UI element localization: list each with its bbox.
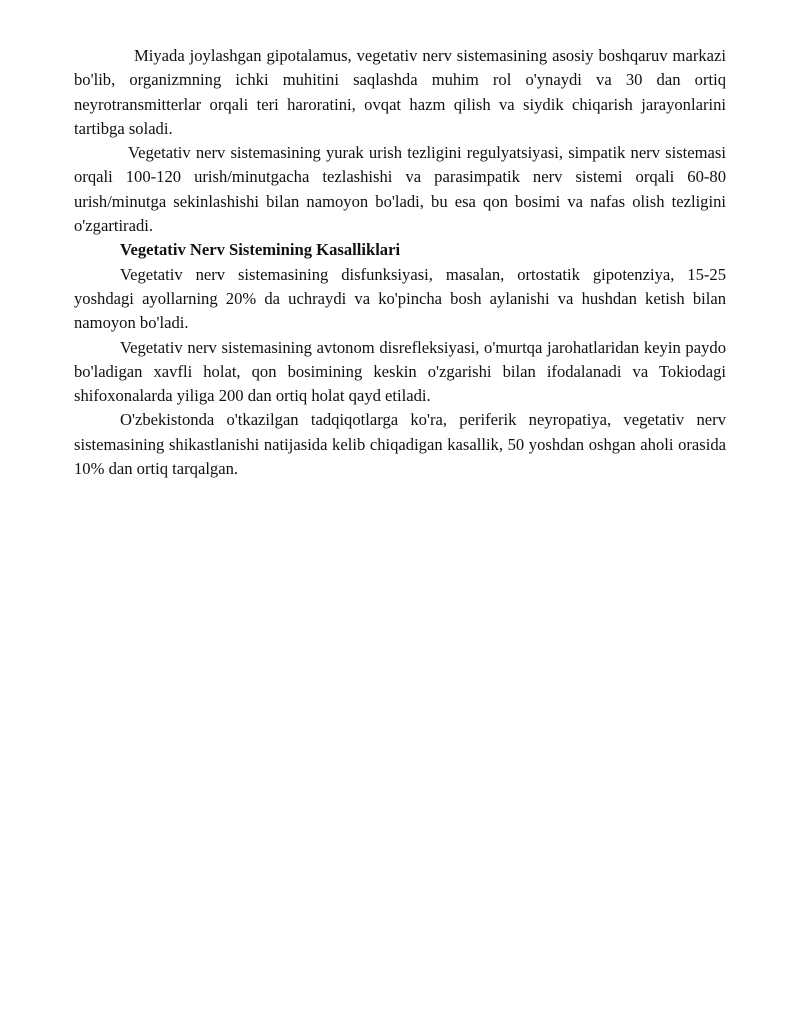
paragraph-heart-rate: Vegetativ nerv sistemasining yurak urish tezligini regulyatsiyasi, simpatik nerv sistemasi orqali 100-120 urish/minutgacha tezlashishi va parasimpatik nerv sistemi orqali 60-80 urish/minutga sekinlashishi bilan namoyon bo'ladi, bu esa qon bosimi va nafas olish tezligini o'zgartiradi. bbox=[74, 143, 726, 236]
section-heading: Vegetativ Nerv Sistemining Kasalliklari bbox=[120, 240, 401, 260]
paragraph-dysfunction: Vegetativ nerv sistemasining disfunksiyasi, masalan, ortostatik gipotenziya, 15-25 yoshdagi ayollarning 20% da uchraydi va ko'pincha bosh aylanishi va hushdan ketish bilan namoyon bo'ladi. bbox=[74, 264, 726, 333]
document-page bbox=[74, 44, 726, 481]
paragraph-neuropathy: O'zbekistonda o'tkazilgan tadqiqotlarga ko'ra, periferik neyropatiya, vegetativ nerv sistemasining shikastlanishi natijasida kelib chiqadigan kasallik, 50 yoshdan oshgan aholi orasida 10% dan ortiq tarqalgan. bbox=[74, 410, 726, 479]
paragraph-hypothalamus: Miyada joylashgan gipotalamus, vegetativ nerv sistemasining asosiy boshqaruv markazi bo'lib, organizmning ichki muhitini saqlashda muhim rol o'ynaydi va 30 dan ortiq neyrotransmitterlar orqali teri haroratini, ovqat hazm qilish va siydik chiqarish jarayonlarini tartibga soladi. bbox=[74, 46, 726, 138]
paragraph-dysreflexia: Vegetativ nerv sistemasining avtonom disrefleksiyasi, o'murtqa jarohatlaridan keyin paydo bo'ladigan xavfli holat, qon bosimining keskin o'zgarishi bilan ifodalanadi va Tokiodagi shifoxonalarda yiliga 200 dan ortiq holat qayd etiladi. bbox=[74, 337, 726, 406]
